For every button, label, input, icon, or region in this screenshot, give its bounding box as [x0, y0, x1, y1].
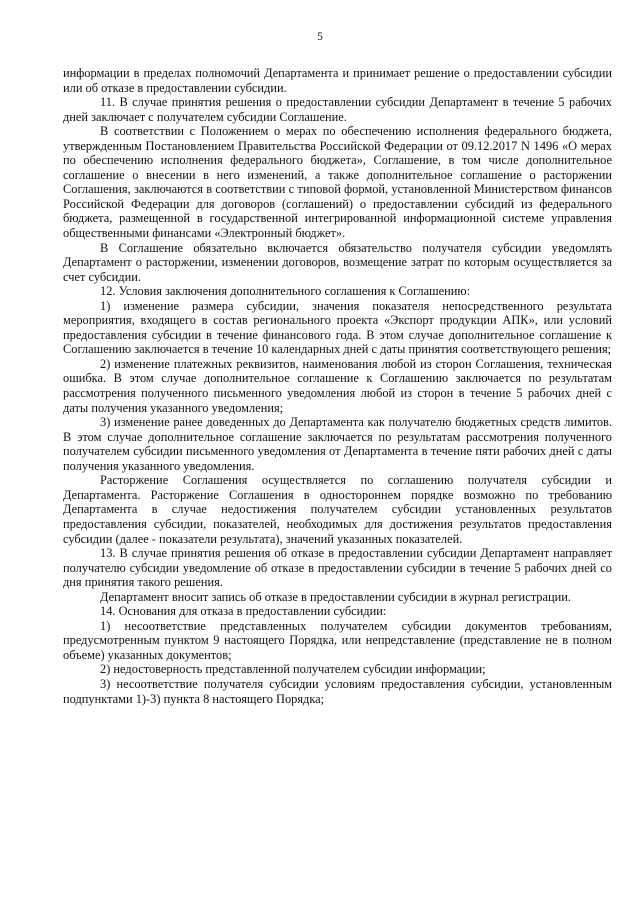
page-number: 5 [317, 31, 323, 43]
paragraph-item-14-1: 1) несоответствие представленных получателем субсидии документов требованиям, предусмотренным пунктом 9 настоящего Порядка, или непредставление (представление не в полном объеме) указанных документов; [63, 618, 612, 662]
paragraph-item-13: 13. В случае принятия решения об отказе в предоставлении субсидии Департамент направляет получателю субсидии уведомление об отказе в предоставлении субсидии в течение 5 рабочих дней со дня принятия такого решения. [63, 546, 612, 590]
paragraph-item-12-1: 1) изменение размера субсидии, значения показателя непосредственного результата мероприятия, входящего в состав регионального проекта «Экспорт продукции АПК», или условий предоставления субсидии в течение финансового года. В этом случае дополнительное соглашение к Соглашению заключается в течение 10 календарных дней с даты принятия соответствующего решения; [63, 298, 612, 357]
paragraph-item-12-3: 3) изменение ранее доведенных до Департамента как получателю бюджетных средств лимитов. В этом случае дополнительное соглашение заключается по результатам рассмотрения полученного получателем субсидии письменного уведомления от Департамента в течение пяти рабочих дней с даты получения указанного уведомления. [63, 415, 612, 473]
paragraph-journal-record: Департамент вносит запись об отказе в предоставлении субсидии в журнал регистрации. [100, 589, 571, 604]
paragraph-item-12-2: 2) изменение платежных реквизитов, наименования любой из сторон Соглашения, техническая ошибка. В этом случае дополнительное соглашение к Соглашению заключается по результатам рассмотрения полученного письменного уведомления любой из сторон в течение 5 рабочих дней с даты получения указанного уведомления; [63, 356, 612, 415]
paragraph-notification-obligation: В Соглашение обязательно включается обязательство получателя субсидии уведомлять Департамент о расторжении, изменении договоров, возмещение затрат по которым осуществляется за счет субсидии. [63, 240, 612, 284]
paragraph-termination: Расторжение Соглашения осуществляется по соглашению получателя субсидии и Департамента. Расторжение Соглашения в одностороннем порядке возможно по требованию Департамента в случае недостижения получателем субсидии установленных результатов предоставления субсидии, показателей, необходимых для достижения результатов предоставления субсидии (далее - показатели результата), значений указанных показателей. [63, 473, 612, 546]
paragraph-item-11: 11. В случае принятия решения о предоставлении субсидии Департамент в течение 5 рабочих дней заключает с получателем субсидии Соглашение. [63, 95, 612, 124]
paragraph-item-14-3: 3) несоответствие получателя субсидии условиям предоставления субсидии, установленным подпунктами 1)-3) пункта 8 настоящего Порядка; [63, 676, 612, 706]
paragraph-continuation: информации в пределах полномочий Департамента и принимает решение о предоставлении субсидии или об отказе в предоставлении субсидии. [63, 66, 612, 95]
document-body [63, 66, 612, 706]
paragraph-item-12: 12. Условия заключения дополнительного соглашения к Соглашению: [100, 284, 471, 299]
paragraph-item-14: 14. Основания для отказа в предоставлении субсидии: [100, 604, 387, 619]
paragraph-item-14-2: 2) недостоверность представленной получателем субсидии информации; [100, 662, 486, 677]
paragraph-budget-regulation: В соответствии с Положением о мерах по обеспечению исполнения федерального бюджета, утвержденным Постановлением Правительства Российской Федерации от 09.12.2017 N 1496 «О мерах по обеспечению исполнения федерального бюджета», Соглашение, в том числе дополнительное соглашение о внесении в него изменений, а также дополнительное соглашение о расторжении Соглашения, заключаются в соответствии с типовой формой, установленной Министерством финансов Российской Федерации для договоров (соглашений) о предоставлении субсидий из федерального бюджета, размещенной в государственной интегрированной информационной системе управления общественными финансами «Электронный бюджет». [63, 124, 612, 241]
